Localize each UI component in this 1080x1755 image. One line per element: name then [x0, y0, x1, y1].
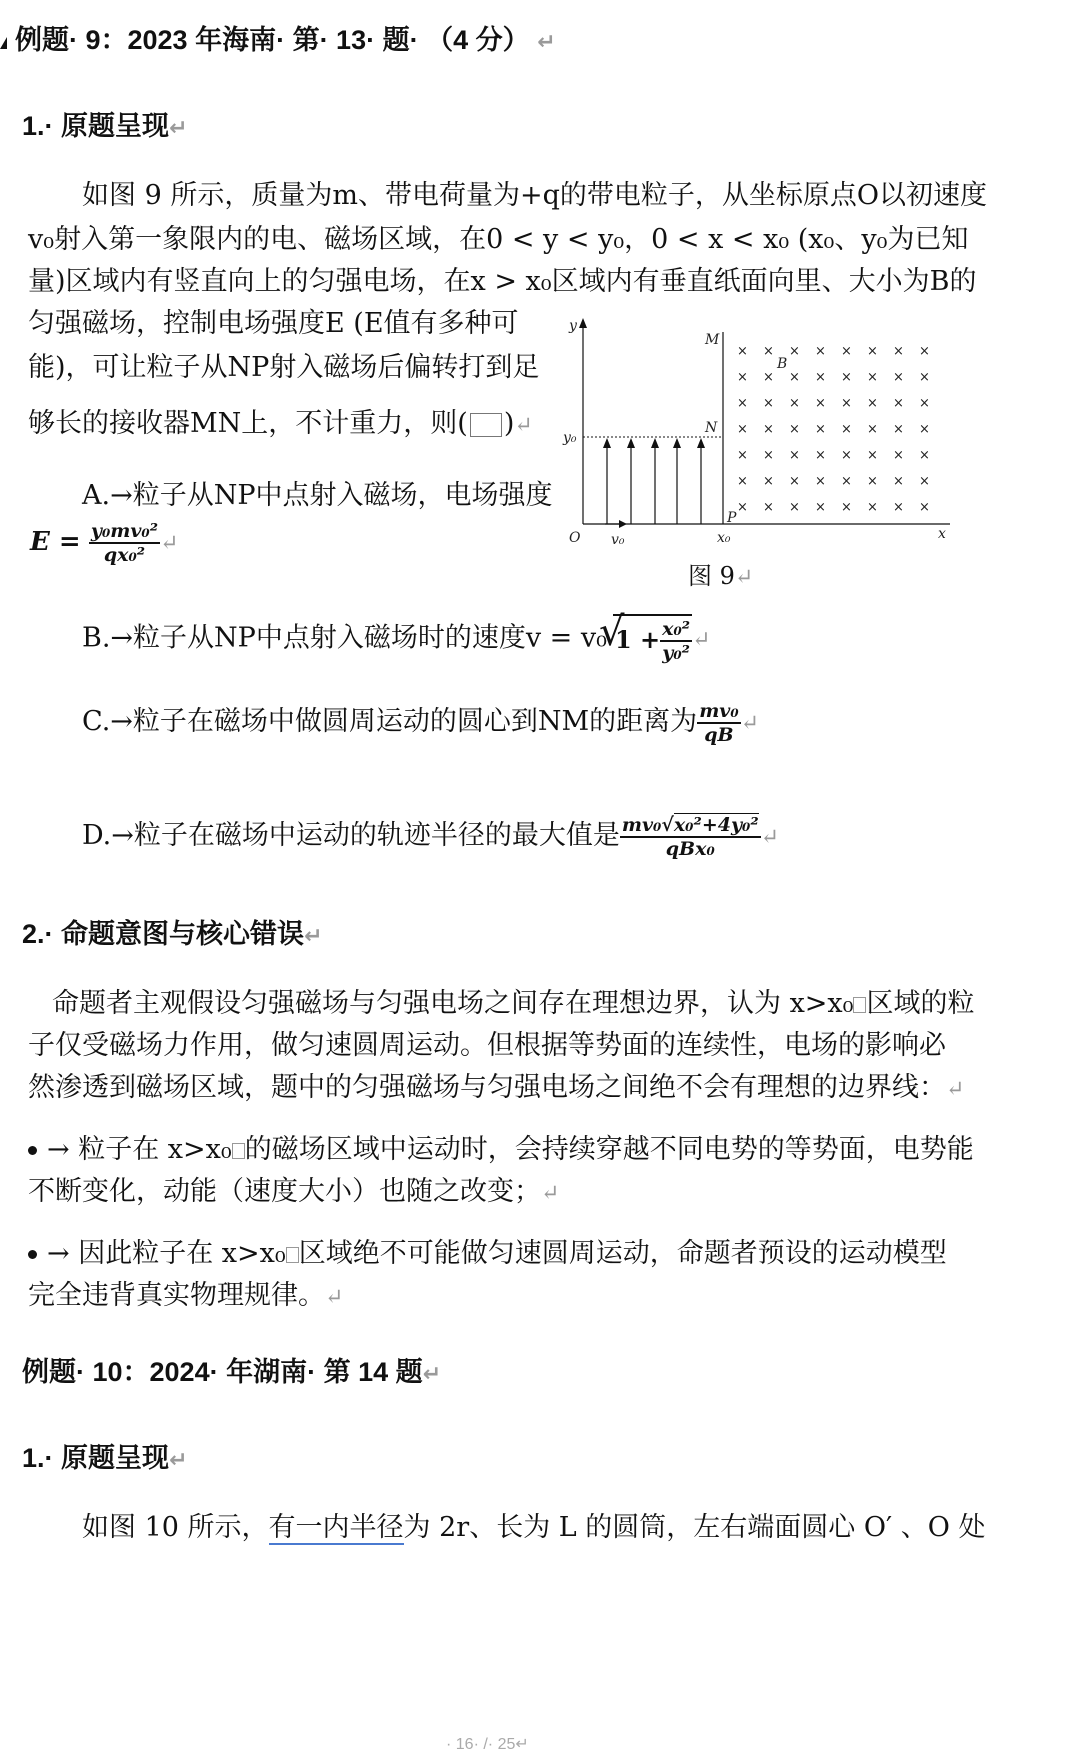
magnetic-field-cross-mark: × — [815, 344, 826, 359]
magnetic-field-cross-mark: × — [841, 448, 852, 463]
magnetic-field-cross-mark: × — [763, 500, 774, 515]
magnetic-field-cross-mark: × — [919, 344, 930, 359]
problem-line-4: 匀强磁场，控制电场强度E (E值有多种可 — [28, 308, 519, 339]
magnetic-field-cross-mark: × — [919, 474, 930, 489]
section-2-title: 2.· 命题意图与核心错误↵ — [22, 919, 323, 949]
magnetic-field-cross-mark: × — [737, 344, 748, 359]
magnetic-field-cross-mark: × — [841, 474, 852, 489]
magnetic-field-cross-mark: × — [789, 500, 800, 515]
magnetic-field-cross-mark: × — [815, 448, 826, 463]
magnetic-field-cross-mark: × — [867, 422, 878, 437]
magnetic-field-cross-mark: × — [893, 422, 904, 437]
bullet-2-line-1: → 因此粒子在 x>x₀ 区域绝不可能做匀速圆周运动，命题者预设的运动模型 — [28, 1230, 947, 1278]
magnetic-field-cross-mark: × — [919, 396, 930, 411]
magnetic-field-cross-mark: × — [867, 396, 878, 411]
bullet-icon — [28, 1250, 37, 1259]
option-c: C.→粒子在磁场中做圆周运动的圆心到NM的距离为 $\frac{\text{mv₀}}{qB}$ ↵ — [82, 699, 760, 746]
analysis-line-2: 子仅受磁场力作用，做匀速圆周运动。但根据等势面的连续性，电场的影响必 — [28, 1030, 946, 1061]
magnetic-field-cross-mark: × — [737, 500, 748, 515]
magnetic-field-cross-mark: × — [893, 396, 904, 411]
paragraph-mark: ↵ — [537, 29, 556, 54]
magnetic-field-cross-mark: × — [789, 422, 800, 437]
magnetic-field-cross-mark: × — [815, 396, 826, 411]
magnetic-field-cross-mark: × — [815, 474, 826, 489]
magnetic-field-cross-mark: × — [893, 344, 904, 359]
x0-label: x₀ — [717, 530, 731, 546]
analysis-line-3: 然渗透到磁场区域，题中的匀强磁场与匀强电场之间绝不会有理想的边界线：↵ — [28, 1072, 965, 1103]
bullet-1-line-2: 不断变化，动能（速度大小）也随之改变；↵ — [28, 1176, 560, 1207]
electric-field-arrowhead-icon — [673, 438, 681, 448]
collapse-triangle-icon[interactable] — [0, 37, 7, 49]
magnetic-field-cross-mark: × — [893, 448, 904, 463]
electric-field-arrowhead-icon — [627, 438, 635, 448]
problem-line-5: 能)，可让粒子从NP射入磁场后偏转打到足 — [28, 352, 540, 383]
magnetic-field-cross-mark: × — [893, 500, 904, 515]
magnetic-field-cross-mark: × — [737, 370, 748, 385]
magnetic-field-cross-mark: × — [919, 422, 930, 437]
x-axis-label: x — [938, 526, 946, 542]
bullet-icon — [28, 1146, 37, 1155]
magnetic-field-cross-mark: × — [789, 344, 800, 359]
problem-line-1: 如图 9 所示，质量为m、带电荷量为+q的带电粒子，从坐标原点O以初速度 — [82, 180, 987, 211]
magnetic-field-cross-mark: × — [815, 370, 826, 385]
figure-9 — [555, 312, 960, 562]
magnetic-field-cross-mark: × — [737, 448, 748, 463]
option-d: D.→粒子在磁场中运动的轨迹半径的最大值是 $\frac{\text{mv₀√x₀²+4y₀²}}{\text{qBx₀}}$ ↵ — [82, 813, 780, 860]
figure-caption: 图 9↵ — [688, 562, 754, 590]
underlined-phrase: 有一内半径 — [268, 1512, 404, 1543]
point-m-label: M — [705, 332, 720, 348]
electric-field-arrowhead-icon — [603, 438, 611, 448]
magnetic-field-cross-mark: × — [841, 370, 852, 385]
b-field-label: B — [777, 356, 788, 372]
magnetic-field-cross-mark: × — [815, 422, 826, 437]
electric-field-arrowhead-icon — [697, 438, 705, 448]
point-p-label: P — [727, 510, 737, 526]
glyph-box-icon — [853, 997, 866, 1013]
answer-blank — [470, 413, 502, 437]
magnetic-field-cross-mark: × — [867, 448, 878, 463]
magnetic-field-cross-mark: × — [789, 448, 800, 463]
magnetic-field-cross-mark: × — [919, 370, 930, 385]
magnetic-field-cross-mark: × — [763, 474, 774, 489]
y-axis-arrow-icon — [579, 318, 587, 328]
bullet-1-line-1: → 粒子在 x>x₀ 的磁场区域中运动时，会持续穿越不同电势的等势面，电势能 — [28, 1126, 974, 1174]
magnetic-field-cross-mark: × — [919, 500, 930, 515]
example10-section-1-title: 1.· 原题呈现↵ — [22, 1443, 188, 1473]
section-1-title: 1.· 原题呈现↵ — [22, 111, 188, 141]
analysis-line-1: 命题者主观假设匀强磁场与匀强电场之间存在理想边界，认为 x>x₀ 区域的粒 — [52, 988, 975, 1019]
origin-label: O — [569, 530, 581, 546]
magnetic-field-cross-mark: × — [763, 422, 774, 437]
problem-line-2: v₀射入第一象限内的电、磁场区域，在0 < y < y₀，0 < x < x₀ (x₀、y₀为已知 — [28, 224, 969, 255]
magnetic-field-cross-mark: × — [919, 448, 930, 463]
example10-heading: 例题· 10：2024· 年湖南· 第 14 题↵ — [22, 1357, 442, 1387]
bullet-2-line-2: 完全违背真实物理规律。↵ — [28, 1280, 344, 1311]
glyph-box-icon — [232, 1143, 245, 1159]
magnetic-field-cross-mark: × — [763, 344, 774, 359]
magnetic-field-cross-mark: × — [867, 500, 878, 515]
magnetic-field-cross-mark: × — [815, 500, 826, 515]
point-n-label: N — [705, 420, 718, 436]
magnetic-field-cross-mark: × — [867, 370, 878, 385]
example9-heading: 例题· 9：2023 年海南· 第· 13· 题· （4 分） ↵ — [0, 18, 556, 57]
v0-label: v₀ — [611, 532, 625, 548]
magnetic-field-cross-mark: × — [789, 370, 800, 385]
option-a-text: A.→粒子从NP中点射入磁场，电场强度 — [82, 480, 553, 511]
problem-line-6: 够长的接收器MN上，不计重力，则( )↵ — [28, 408, 533, 439]
magnetic-field-cross-mark: × — [867, 344, 878, 359]
magnetic-field-cross-mark: × — [841, 422, 852, 437]
sqrt-expression: √ 1 + $\frac{\text{x₀²}}{\text{y₀²}}$ — [598, 609, 691, 664]
problem-line-3: 量)区域内有竖直向上的匀强电场，在x > x₀区域内有垂直纸面向里、大小为B的 — [28, 266, 977, 297]
magnetic-field-cross-mark: × — [737, 396, 748, 411]
magnetic-field-cross-mark: × — [893, 474, 904, 489]
page-indicator: · 16· /· 25↵ — [446, 1736, 529, 1753]
magnetic-field-cross-mark: × — [763, 396, 774, 411]
example10-problem-line-1: 如图 10 所示，有一内半径为 2r、长为 L 的圆筒，左右端面圆心 O′ 、O 处 — [82, 1512, 986, 1543]
glyph-box-icon — [286, 1247, 299, 1263]
magnetic-field-cross-mark: × — [867, 474, 878, 489]
v0-arrowhead-icon — [619, 520, 627, 528]
magnetic-field-cross-mark: × — [841, 344, 852, 359]
magnetic-field-cross-mark: × — [841, 396, 852, 411]
y0-label: y₀ — [563, 430, 577, 446]
magnetic-field-cross-mark: × — [841, 500, 852, 515]
option-a-formula: E = $\frac{\text{y₀mv₀²}}{\text{qx₀²}}$ ↵ — [30, 520, 179, 566]
magnetic-field-cross-mark: × — [763, 370, 774, 385]
electric-field-arrowhead-icon — [651, 438, 659, 448]
magnetic-field-cross-mark: × — [789, 396, 800, 411]
option-b: B.→粒子从NP中点射入磁场时的速度v = v₀ √ 1 + $\frac{\text{x₀²}}{\text{y₀²}}$ ↵ — [82, 609, 711, 664]
y-axis-label: y — [569, 318, 577, 334]
magnetic-field-cross-mark: × — [737, 422, 748, 437]
magnetic-field-cross-mark: × — [737, 474, 748, 489]
magnetic-field-cross-mark: × — [763, 448, 774, 463]
magnetic-field-cross-mark: × — [893, 370, 904, 385]
magnetic-field-cross-mark: × — [789, 474, 800, 489]
